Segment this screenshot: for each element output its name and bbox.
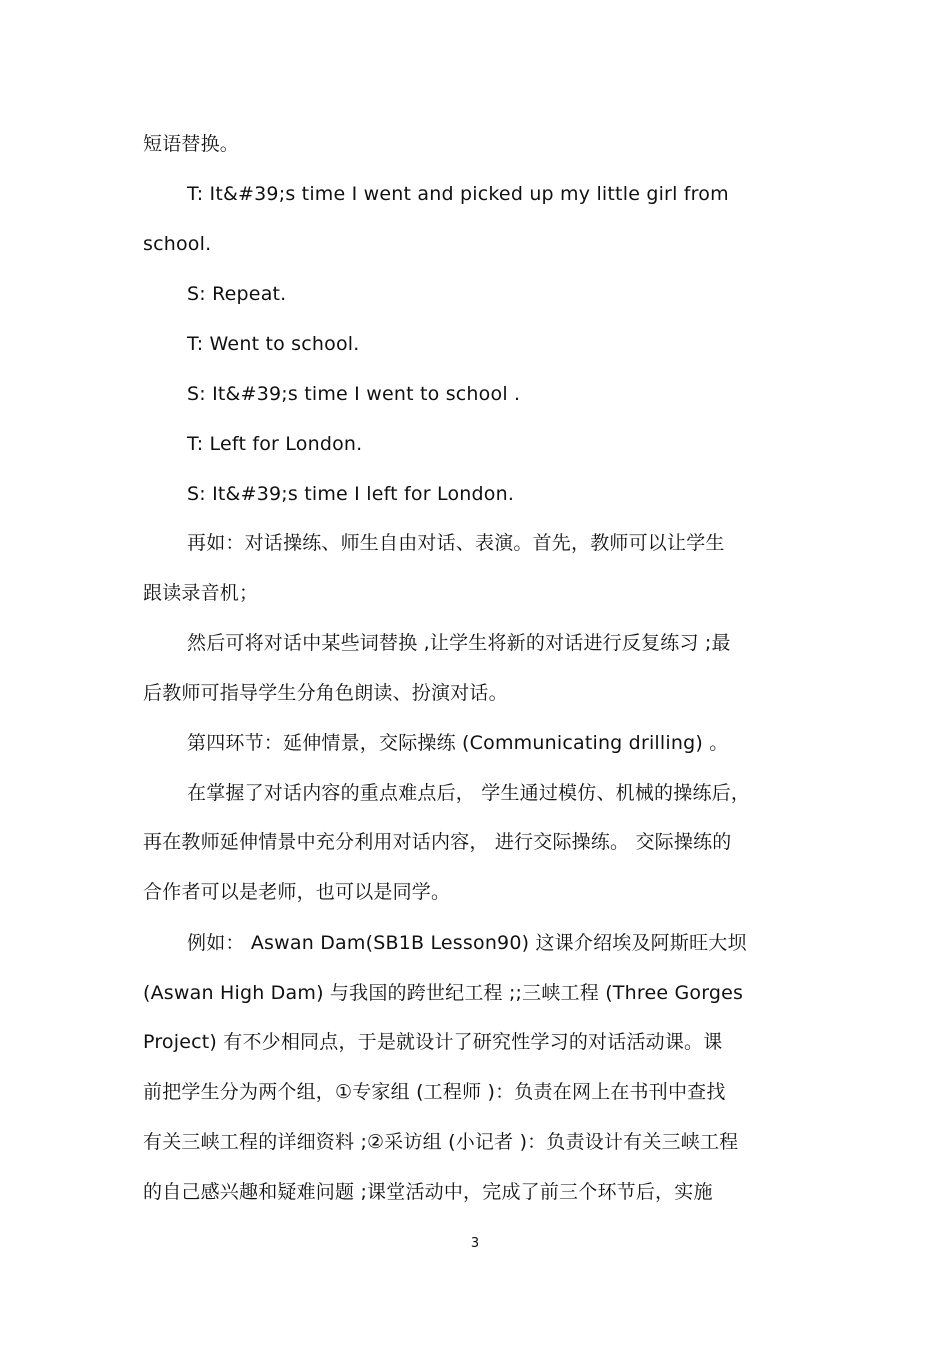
- text-line: T: Went to school.: [187, 333, 360, 355]
- text-line: T: Left for London.: [187, 433, 363, 455]
- text-line: 合作者可以是老师，也可以是同学。: [143, 881, 451, 903]
- text-line: 再如：对话操练、师生自由对话、表演。首先，教师可以让学生: [187, 532, 725, 554]
- text-line: Project) 有不少相同点，于是就设计了研究性学习的对话活动课。课: [143, 1031, 723, 1053]
- text-line: 后教师可指导学生分角色朗读、扮演对话。: [143, 682, 508, 704]
- text-line: 然后可将对话中某些词替换 ,让学生将新的对话进行反复练习 ;最: [187, 632, 731, 654]
- text-line: school.: [143, 233, 212, 255]
- text-line: 短语替换。: [143, 133, 240, 155]
- text-line: 的自己感兴趣和疑难问题 ;课堂活动中，完成了前三个环节后，实施: [143, 1181, 713, 1203]
- text-line: 在掌握了对话内容的重点难点后， 学生通过模仿、机械的操练后，: [187, 782, 751, 804]
- text-line: S: Repeat.: [187, 283, 287, 305]
- text-line: 跟读录音机；: [143, 582, 259, 604]
- text-line: T: It&#39;s time I went and picked up my little girl from: [187, 183, 729, 205]
- text-line: 例如： Aswan Dam(SB1B Lesson90) 这课介绍埃及阿斯旺大坝: [187, 932, 747, 954]
- text-line: S: It&#39;s time I went to school .: [187, 383, 521, 405]
- page-number: 3: [470, 1236, 480, 1251]
- text-line: S: It&#39;s time I left for London.: [187, 483, 515, 505]
- text-line: 有关三峡工程的详细资料 ;②采访组 (小记者 )：负责设计有关三峡工程: [143, 1131, 739, 1153]
- text-line: 再在教师延伸情景中充分利用对话内容， 进行交际操练。 交际操练的: [143, 831, 732, 853]
- text-line: (Aswan High Dam) 与我国的跨世纪工程 ;;三峡工程 (Three Gorges: [143, 982, 744, 1004]
- text-line: 第四环节：延伸情景，交际操练 (Communicating drilling) 。: [187, 732, 729, 754]
- text-line: 前把学生分为两个组，①专家组 (工程师 )：负责在网上在书刊中查找: [143, 1081, 726, 1103]
